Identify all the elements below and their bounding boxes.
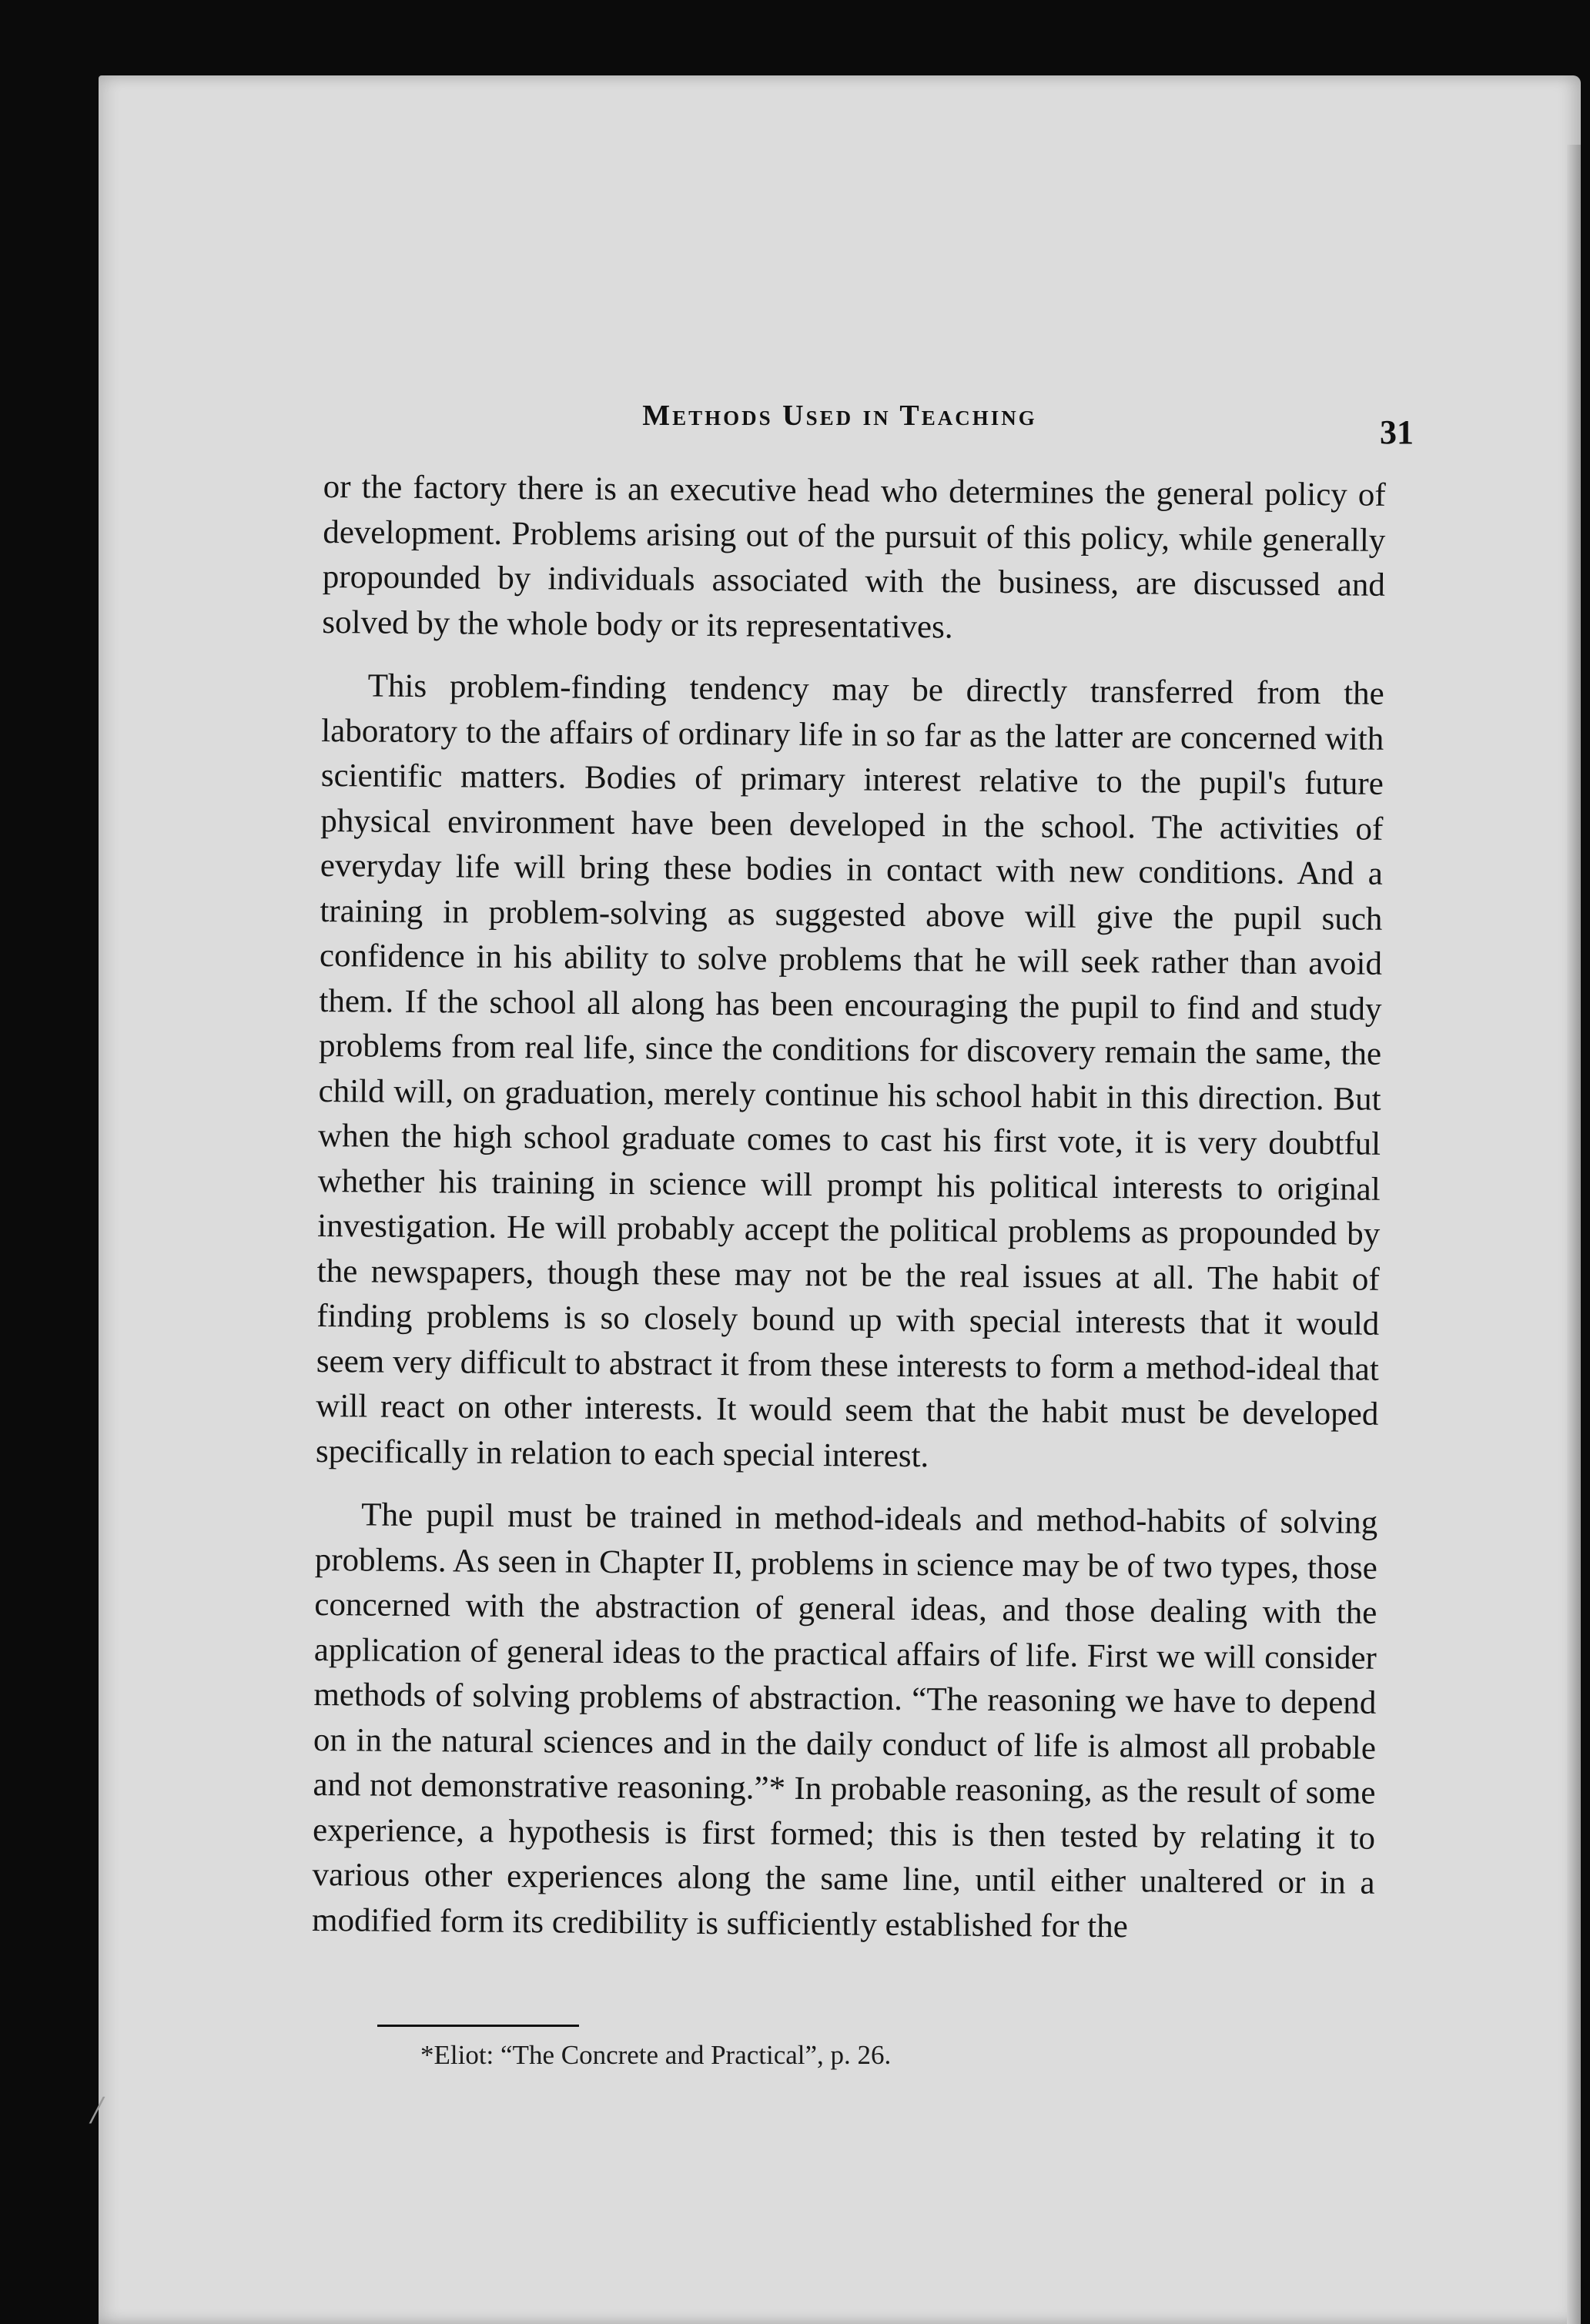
running-head: Methods Used in Teaching <box>642 400 1037 432</box>
paragraph-1: or the factory there is an executive head who determines the general policy of development. Problems arising out of the pursuit of this policy, while generally propounded by individuals associated with the business, are discussed and solved by the whole body or its representatives. <box>322 468 1386 645</box>
footnote: *Eliot: “The Concrete and Practical”, p. 26. <box>420 2040 892 2070</box>
book-page <box>99 75 1581 2324</box>
page-edge <box>1567 145 1581 2324</box>
paragraph-3: The pupil must be trained in method-ideals and method-habits of solving problems. As seen in Chapter II, problems in science may be of two types, those concerned with the abstraction of general ideas, and those dealing with the application of general ideas to the practical affairs of life. First we will consider methods of solving problems of abstraction. “The reasoning we have to depend on in the natural sciences and in the daily conduct of life is almost all probable and not demonstrative reasoning.”* In probable reasoning, as the result of some experience, a hypothesis is first formed; this is then tested by relating it to various other experiences along the same line, until either unaltered or in a modified form its credibility is sufficiently established for the <box>311 1496 1378 1944</box>
margin-mark: / <box>91 2088 102 2132</box>
paragraph-2: This problem-finding tendency may be directly transferred from the laboratory to the affairs of ordinary life in so far as the latter are concerned with scientific matters. Bodies of primary interest relative to the pupil's future physical environment have been developed in the school. The activities of everyday life will bring these bodies in contact with new conditions. And a training in problem-solving as suggested above will give the pupil such confidence in his ability to solve problems that he will seek rather than avoid them. If the school all along has been encouraging the pupil to find and study problems from real life, since the conditions for discovery remain the same, the child will, on graduation, merely continue his school habit in this direction. But when the high school graduate comes to cast his first vote, it is very doubtful whether his training in science will prompt his political interests to original investigation. He will probably accept the political problems as propounded by the newspapers, though these may not be the real issues at all. The habit of finding problems is so closely bound up with special interests that it would seem very difficult to abstract it from these interests to form a method-ideal that will react on other interests. It would seem that the habit must be developed specifically in relation to each special interest. <box>315 667 1384 1474</box>
page-number: 31 <box>1380 413 1414 451</box>
body-text <box>312 465 1386 1970</box>
footnote-rule <box>377 2025 579 2027</box>
